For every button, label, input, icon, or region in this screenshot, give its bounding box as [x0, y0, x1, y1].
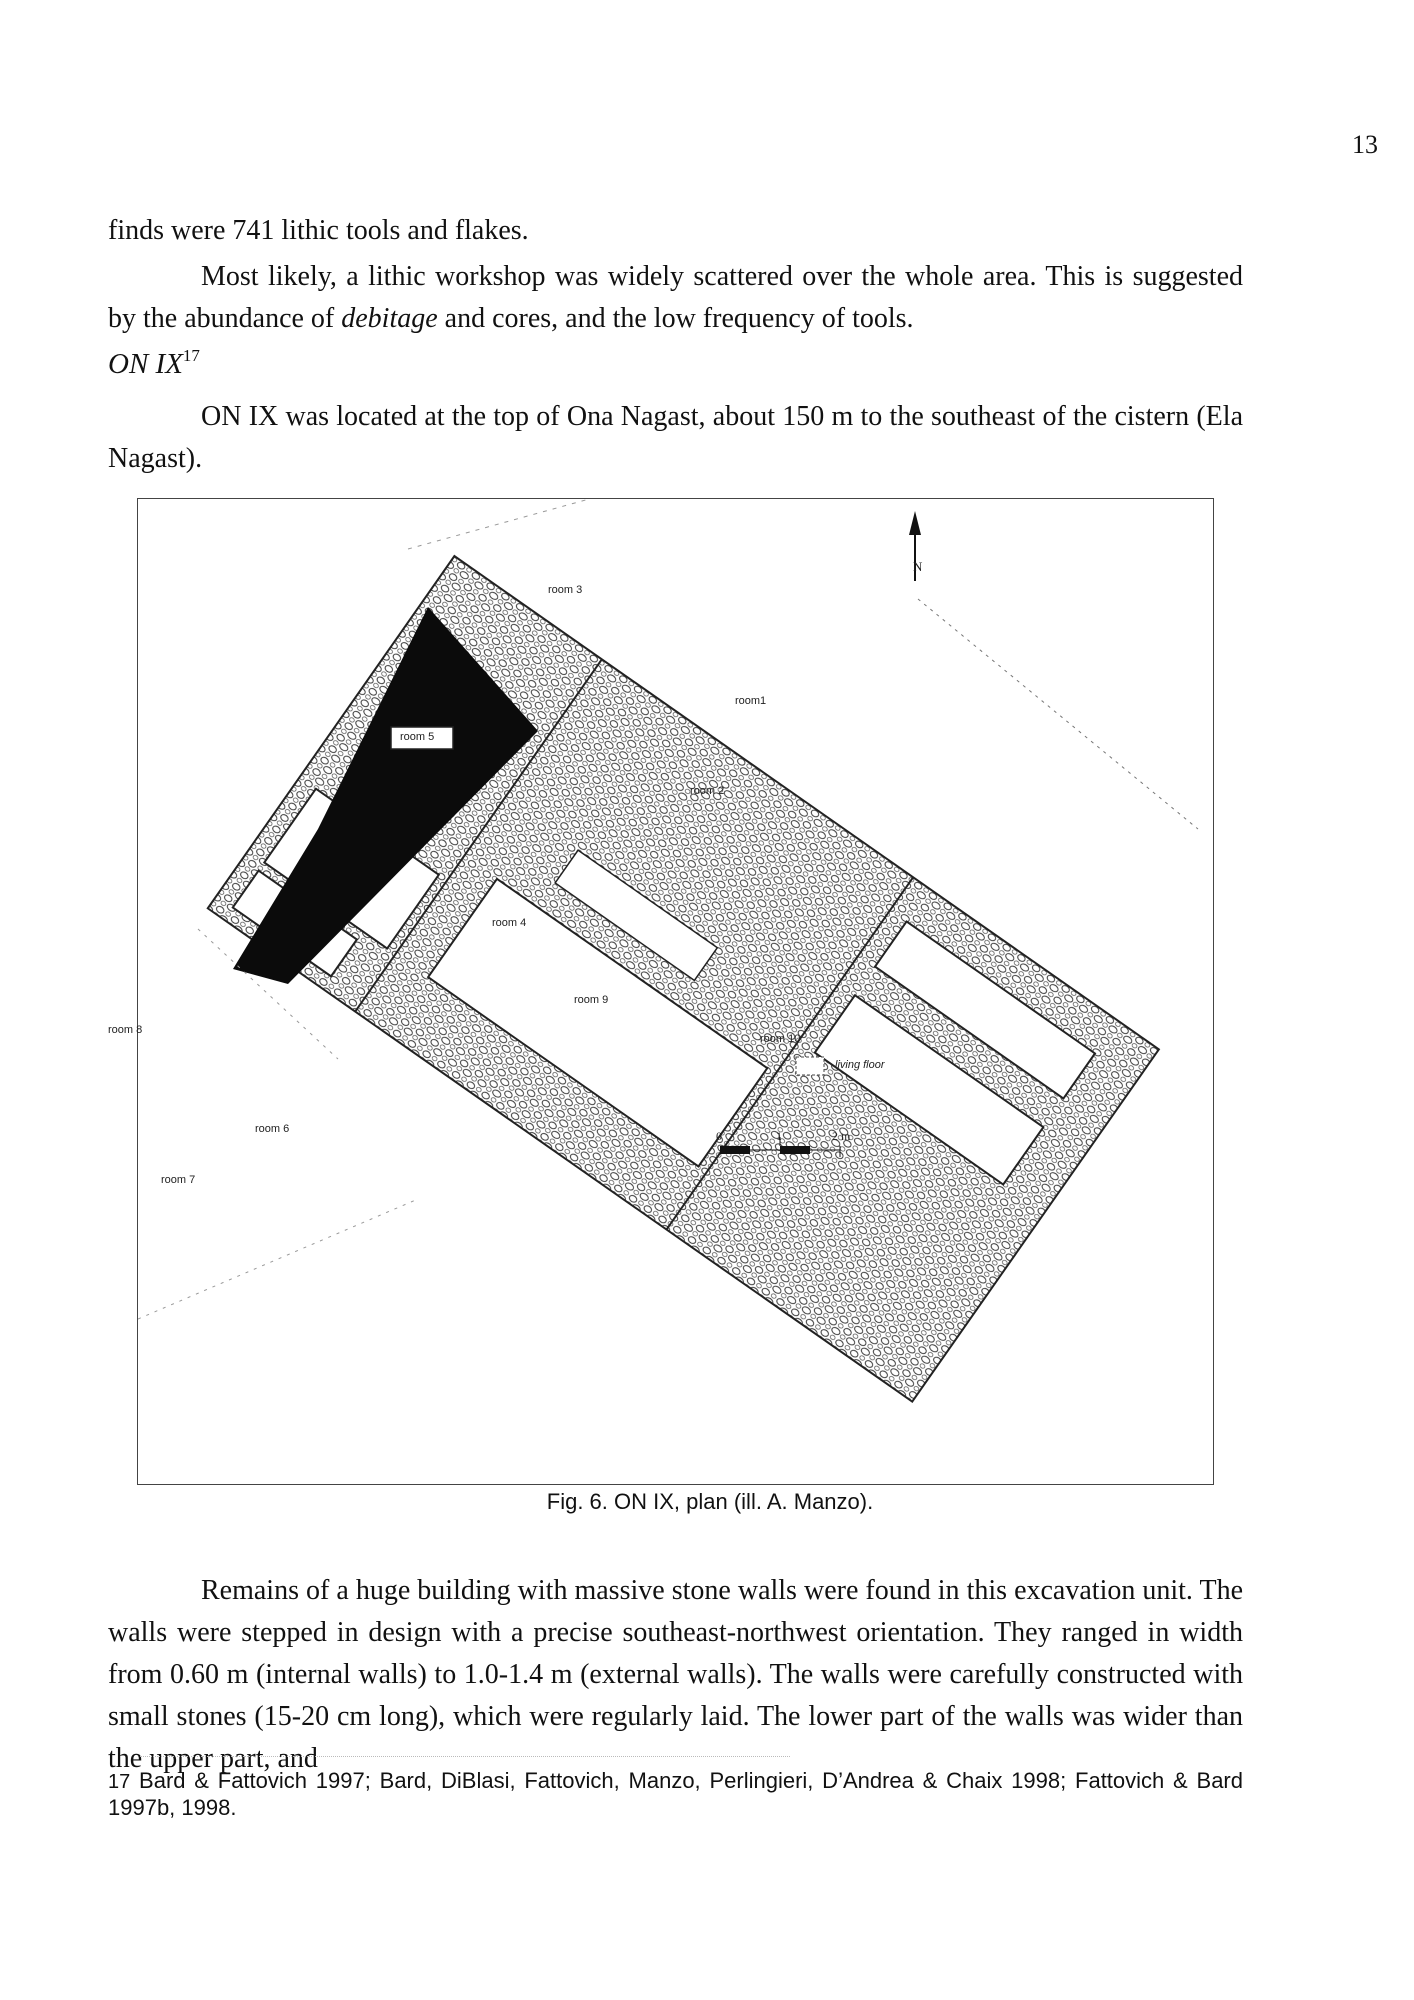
section-heading [108, 346, 200, 381]
paragraph-2-text-a: Most likely, a lithic workshop was widely scattered over the whole area. This is suggested by the abundance of [108, 261, 1243, 334]
scale-label-1: 1 [776, 1129, 782, 1143]
building-plan [208, 556, 1159, 1402]
paragraph-2-italic: debitage [341, 303, 438, 334]
footnote-separator [140, 1756, 790, 1757]
room-8-label: room 8 [108, 1024, 143, 1036]
site-plan-drawing [138, 499, 1213, 1484]
legend-swatch [796, 1057, 824, 1075]
north-label: N [913, 559, 923, 574]
paragraph-1: finds were 741 lithic tools and flakes. [108, 215, 529, 246]
paragraph-4: Remains of a huge building with massive stone walls were found in this excavation unit. The walls were stepped in design with a precise southeast-northwest orientation. They ranged in width from 0.60 m (internal walls) to 1.0-1.4 m (external walls). The walls were carefully constructed with small stones (15-20 cm long), which were regularly laid. The lower part of the walls was wider than the upper part, and [108, 1575, 1243, 1774]
footnote-text: Bard & Fattovich 1997; Bard, DiBlasi, Fattovich, Manzo, Perlingieri, D’Andrea & Chaix 1998; Fattovich & Bard 1997b, 1998. [108, 1768, 1243, 1820]
footnote-17 [108, 1768, 1243, 1821]
scale-label-0: 0 [716, 1129, 722, 1143]
section-heading-footnote-ref: 17 [182, 346, 200, 365]
page-number: 13 [1352, 130, 1378, 159]
room-10-label: room 10 [760, 1033, 801, 1045]
room-3-label: room 3 [548, 584, 583, 596]
paragraph-2-text-b: and cores, and the low frequency of tools. [437, 303, 914, 334]
room-6-label: room 6 [255, 1123, 290, 1135]
room-9-label: room 9 [574, 994, 609, 1006]
section-heading-text: ON IX [108, 348, 183, 380]
figure-caption: Fig. 6. ON IX, plan (ill. A. Manzo). [546, 1489, 874, 1514]
room-1-label: room1 [735, 695, 767, 707]
room-4-label: room 4 [492, 917, 527, 929]
scale-label-2: 2 m [832, 1129, 851, 1143]
room-5-label: room 5 [400, 731, 435, 743]
paragraph-2 [108, 256, 1243, 340]
legend-living-floor-label: living floor [835, 1059, 885, 1071]
paragraph-3: ON IX was located at the top of Ona Nagast, about 150 m to the southeast of the cistern (Ela Nagast). [108, 401, 1243, 474]
site-plan-figure [108, 498, 1214, 1485]
room-2-label: room 2 [690, 785, 725, 797]
room-7-label: room 7 [161, 1174, 196, 1186]
footnote-number: 17 [108, 1771, 131, 1793]
